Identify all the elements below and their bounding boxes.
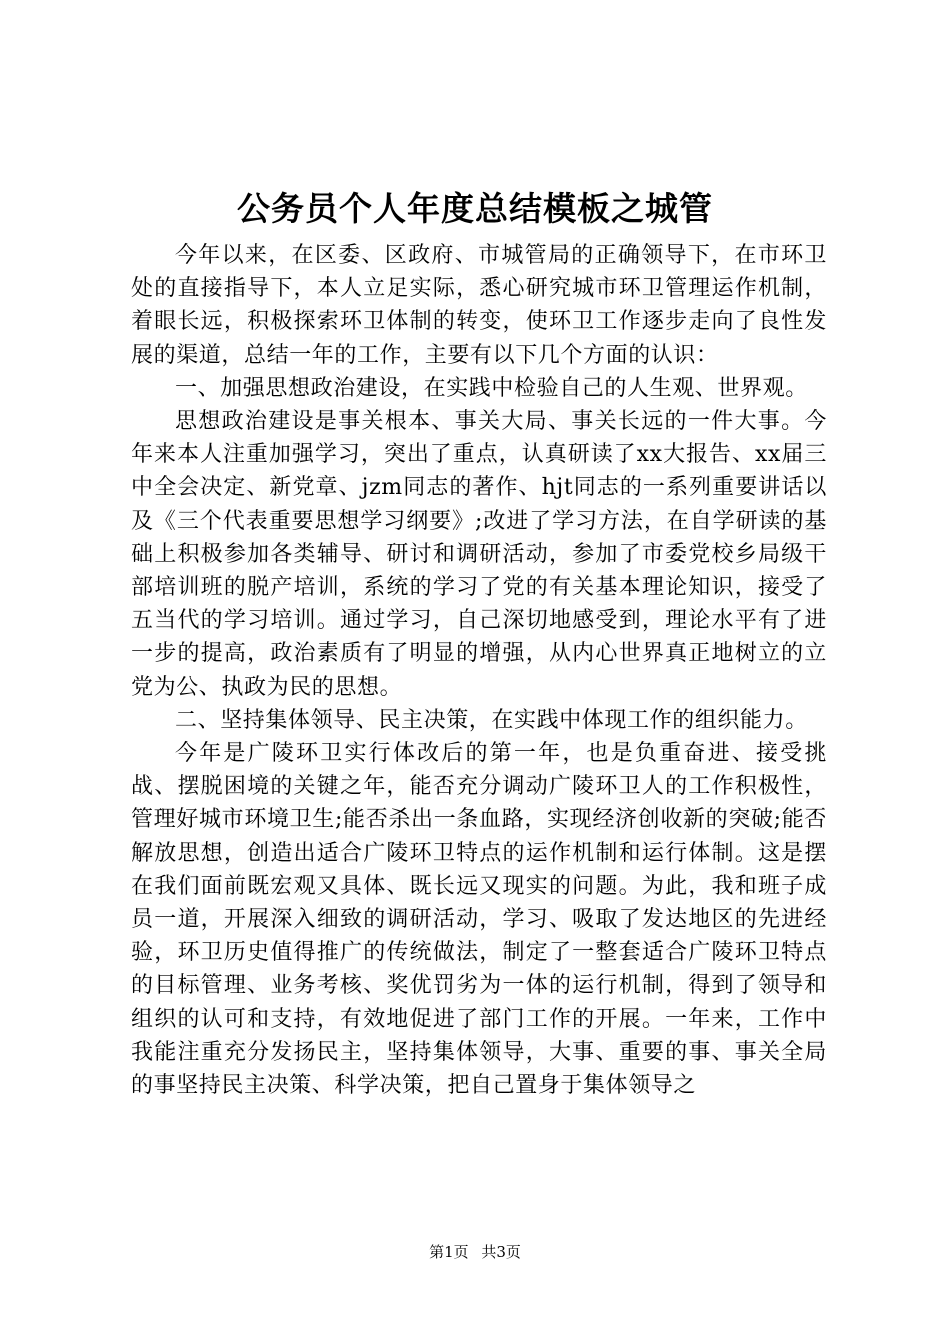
paragraph-collective-leadership: 今年是广陵环卫实行体改后的第一年，也是负重奋进、接受挑战、摆脱困境的关键之年，能否充分调动广陵环卫人的工作积极性，管理好城市环境卫生;能否杀出一条血路，实现经济创收新的突破;能否解放思想，创造出适合广陵环卫特点的运作机制和运行体制。这是摆在我们面前既宏观又具体、既长远又现实的问题。为此，我和班子成员一道，开展深入细致的调研活动，学习、吸取了发达地区的先进经验，环卫历史值得推广的传统做法，制定了一整套适合广陵环卫特点的目标管理、业务考核、奖优罚劣为一体的运行机制，得到了领导和组织的认可和支持，有效地促进了部门工作的开展。一年来，工作中我能注重充分发扬民主，坚持集体领导，大事、重要的事、事关全局的事坚持民主决策、科学决策，把自己置身于集体领导之 <box>131 741 827 1099</box>
document-title: 公务员个人年度总结模板之城管 <box>237 189 713 228</box>
paragraph-intro: 今年以来，在区委、区政府、市城管局的正确领导下，在市环卫处的直接指导下，本人立足实际，悉心研究城市环卫管理运作机制，着眼长远，积极探索环卫体制的转变，使环卫工作逐步走向了良性发展的渠道，总结一年的工作，主要有以下几个方面的认识： <box>131 243 827 368</box>
page-total: 共3页 <box>481 1243 521 1261</box>
document-body <box>131 239 827 1102</box>
page-footer <box>0 1242 950 1262</box>
paragraph-political-study: 思想政治建设是事关根本、事关大局、事关长远的一件大事。今年来本人注重加强学习，突出了重点，认真研读了xx大报告、xx届三中全会决定、新党章、jzm同志的著作、hjt同志的一系列重要讲话以及《三个代表重要思想学习纲要》;改进了学习方法，在自学研读的基础上积极参加各类辅导、研讨和调研活动，参加了市委党校乡局级干部培训班的脱产培训，系统的学习了党的有关基本理论知识，接受了五当代的学习培训。通过学习，自己深切地感受到，理论水平有了进一步的提高，政治素质有了明显的增强，从内心世界真正地树立的立党为公、执政为民的思想。 <box>131 409 827 700</box>
section-heading-2: 二、坚持集体领导、民主决策，在实践中体现工作的组织能力。 <box>175 707 808 733</box>
section-heading-1: 一、加强思想政治建设，在实践中检验自己的人生观、世界观。 <box>175 375 808 401</box>
page-number: 第1页 <box>429 1243 469 1261</box>
